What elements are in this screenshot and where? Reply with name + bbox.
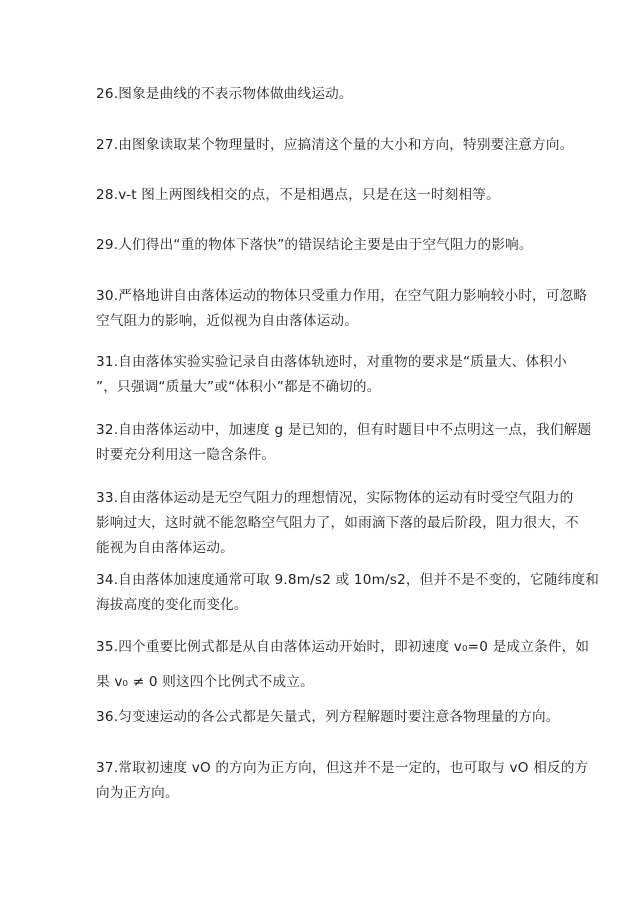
paragraph-line: 35.四个重要比例式都是从自由落体运动开始时，即初速度 v₀=0 是成立条件，如 (96, 639, 590, 655)
paragraph-line: 海拔高度的变化而变化。 (96, 597, 248, 613)
paragraph-line: 32.自由落体运动中，加速度 g 是已知的，但有时题目中不点明这一点，我们解题 (96, 422, 592, 438)
paragraph-item-27 (96, 133, 574, 158)
paragraph-item-36 (96, 705, 560, 730)
paragraph-line: 28.v-t 图上两图线相交的点，不是相遇点，只是在这一时刻相等。 (96, 187, 500, 203)
paragraph-line: 时要充分利用这一隐含条件。 (96, 447, 276, 463)
paragraph-line: 29.人们得出“重的物体下落快”的错误结论主要是由于空气阻力的影响。 (96, 237, 533, 253)
paragraph-line: 26.图象是曲线的不表示物体做曲线运动。 (96, 86, 353, 102)
paragraph-line: 31.自由落体实验实验记录自由落体轨迹时，对重物的要求是“质量大、体积小 (96, 354, 567, 370)
paragraph-item-30 (96, 284, 588, 334)
paragraph-item-31 (96, 350, 567, 400)
paragraph-item-35 (96, 635, 590, 660)
paragraph-item-29 (96, 233, 548, 258)
paragraph-line: 27.由图象读取某个物理量时，应搞清这个量的大小和方向，特别要注意方向。 (96, 137, 574, 153)
paragraph-item-37 (96, 756, 589, 806)
paragraph-line: 30.严格地讲自由落体运动的物体只受重力作用，在空气阻力影响较小时，可忽略 (96, 288, 588, 304)
paragraph-line: ”，只强调“质量大”或“体积小”都是不确切的。 (96, 379, 381, 395)
paragraph-line: 34.自由落体加速度通常可取 9.8m/s2 或 10m/s2，但并不是不变的，它随纬度和 (96, 572, 600, 588)
paragraph-line: 果 v₀ ≠ 0 则这四个比例式不成立。 (96, 674, 314, 690)
paragraph-item-32 (96, 418, 592, 468)
paragraph-line: 33.自由落体运动是无空气阻力的理想情况，实际物体的运动有时受空气阻力的 (96, 490, 574, 506)
paragraph-line: 37.常取初速度 vO 的方向为正方向，但这并不是一定的，也可取与 vO 相反的方 (96, 760, 589, 776)
paragraph-line: 影响过大，这时就不能忽略空气阻力了，如雨滴下落的最后阶段，阻力很大，不 (96, 515, 579, 531)
paragraph-line: 向为正方向。 (96, 785, 179, 801)
paragraph-line: 空气阻力的影响，近似视为自由落体运动。 (96, 313, 359, 329)
paragraph-line: 36.匀变速运动的各公式都是矢量式，列方程解题时要注意各物理量的方向。 (96, 709, 560, 725)
paragraph-item-35-continued (96, 670, 548, 695)
paragraph-item-34 (96, 568, 600, 618)
paragraph-item-28 (96, 183, 548, 208)
paragraph-item-33 (96, 486, 579, 561)
paragraph-line: 能视为自由落体运动。 (96, 540, 234, 556)
paragraph-item-26 (96, 82, 548, 107)
